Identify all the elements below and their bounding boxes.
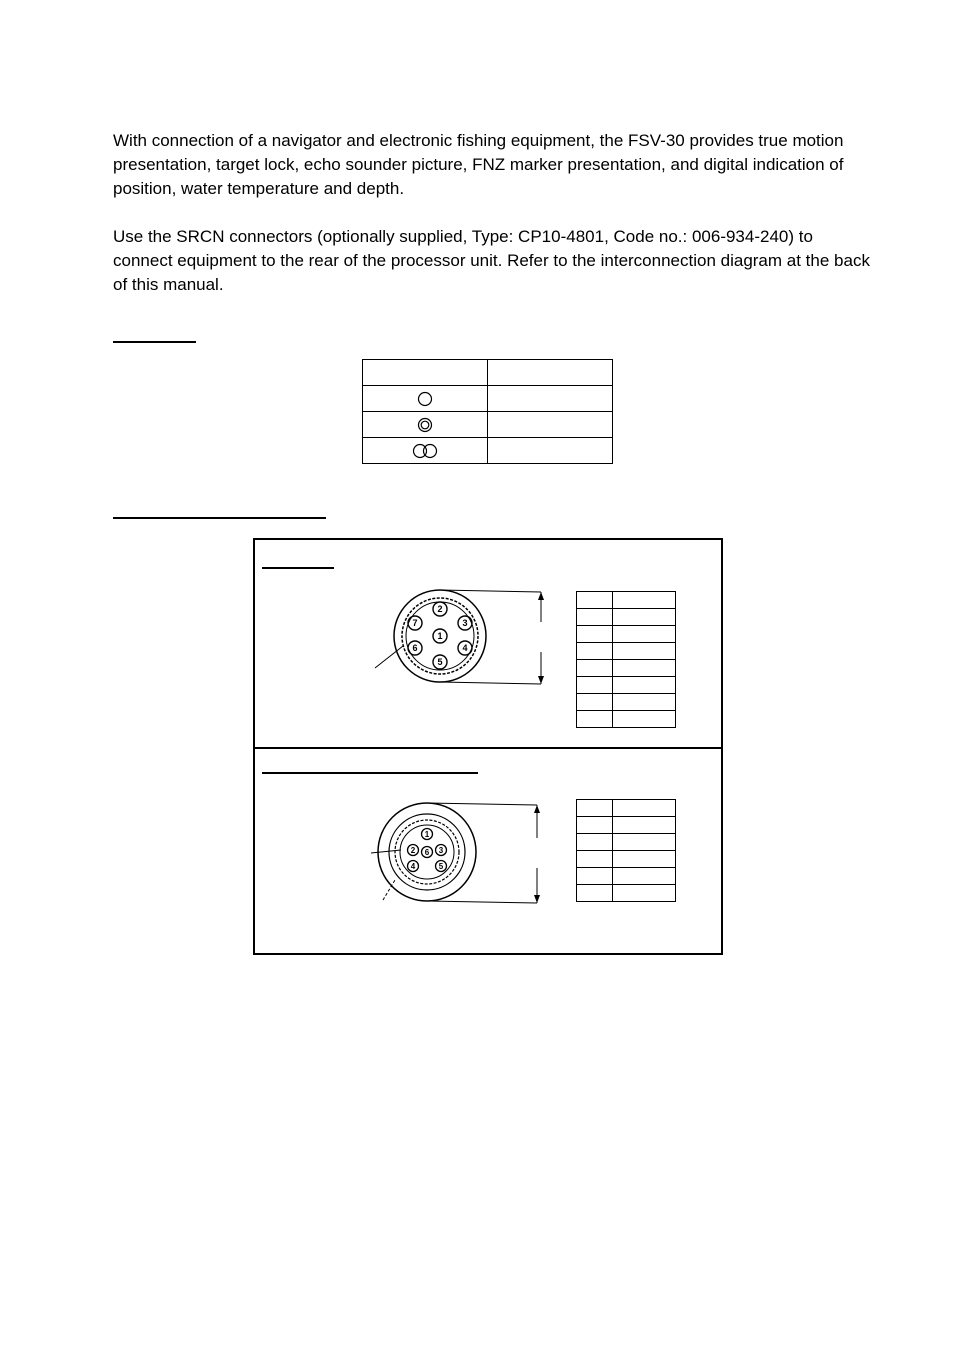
pin-label: 4 xyxy=(410,862,416,871)
connector-7pin-drawing xyxy=(355,580,555,740)
pin-label: 6 xyxy=(412,643,418,653)
connector-panel xyxy=(253,538,723,955)
table-row xyxy=(577,800,676,817)
pin-label: 6 xyxy=(424,848,430,857)
table-row xyxy=(363,386,613,412)
table-row xyxy=(577,643,676,660)
table-row xyxy=(577,592,676,609)
pin-label: 2 xyxy=(410,846,416,855)
pin-label: 4 xyxy=(462,643,468,653)
panel-divider xyxy=(255,747,721,749)
pin-table-7pin xyxy=(576,591,676,728)
single-circle-icon xyxy=(415,390,435,408)
table-row xyxy=(577,711,676,728)
heading-underline-1 xyxy=(113,341,196,343)
symbol-table xyxy=(362,359,613,464)
table-row xyxy=(363,438,613,464)
connector-6pin-drawing xyxy=(355,798,555,948)
twin-circle-icon xyxy=(410,442,440,460)
table-row xyxy=(577,694,676,711)
table-row xyxy=(577,834,676,851)
pin-label: 3 xyxy=(462,618,468,628)
table-row xyxy=(577,677,676,694)
pin-table-6pin xyxy=(576,799,676,902)
heading-underline-2 xyxy=(113,517,326,519)
table-row xyxy=(577,626,676,643)
table-row xyxy=(577,885,676,902)
pin-label: 2 xyxy=(437,604,443,614)
table-row xyxy=(577,609,676,626)
table-row xyxy=(577,851,676,868)
table-row xyxy=(363,360,613,386)
panel-heading-underline-2 xyxy=(262,772,478,774)
pin-label: 7 xyxy=(412,618,418,628)
table-row xyxy=(577,868,676,885)
pin-label: 5 xyxy=(437,657,443,667)
intro-paragraph: With connection of a navigator and electronic fishing equipment, the FSV-30 provides true motion presentation, target lock, echo sounder picture, FNZ marker presentation, and digital indication of position, water temperature and depth. xyxy=(113,131,844,198)
pin-label: 1 xyxy=(424,830,430,839)
table-row xyxy=(363,412,613,438)
pin-label: 3 xyxy=(438,846,444,855)
pin-label: 1 xyxy=(437,631,443,641)
double-circle-icon xyxy=(415,416,435,434)
panel-heading-underline-1 xyxy=(262,567,334,569)
connector-paragraph: Use the SRCN connectors (optionally supplied, Type: CP10-4801, Code no.: 006-934-240) to connect equipment to the rear of the processor unit. Refer to the interconnection diagram at the back of this manual. xyxy=(113,227,870,294)
pin-label: 5 xyxy=(438,862,444,871)
table-row xyxy=(577,817,676,834)
table-row xyxy=(577,660,676,677)
